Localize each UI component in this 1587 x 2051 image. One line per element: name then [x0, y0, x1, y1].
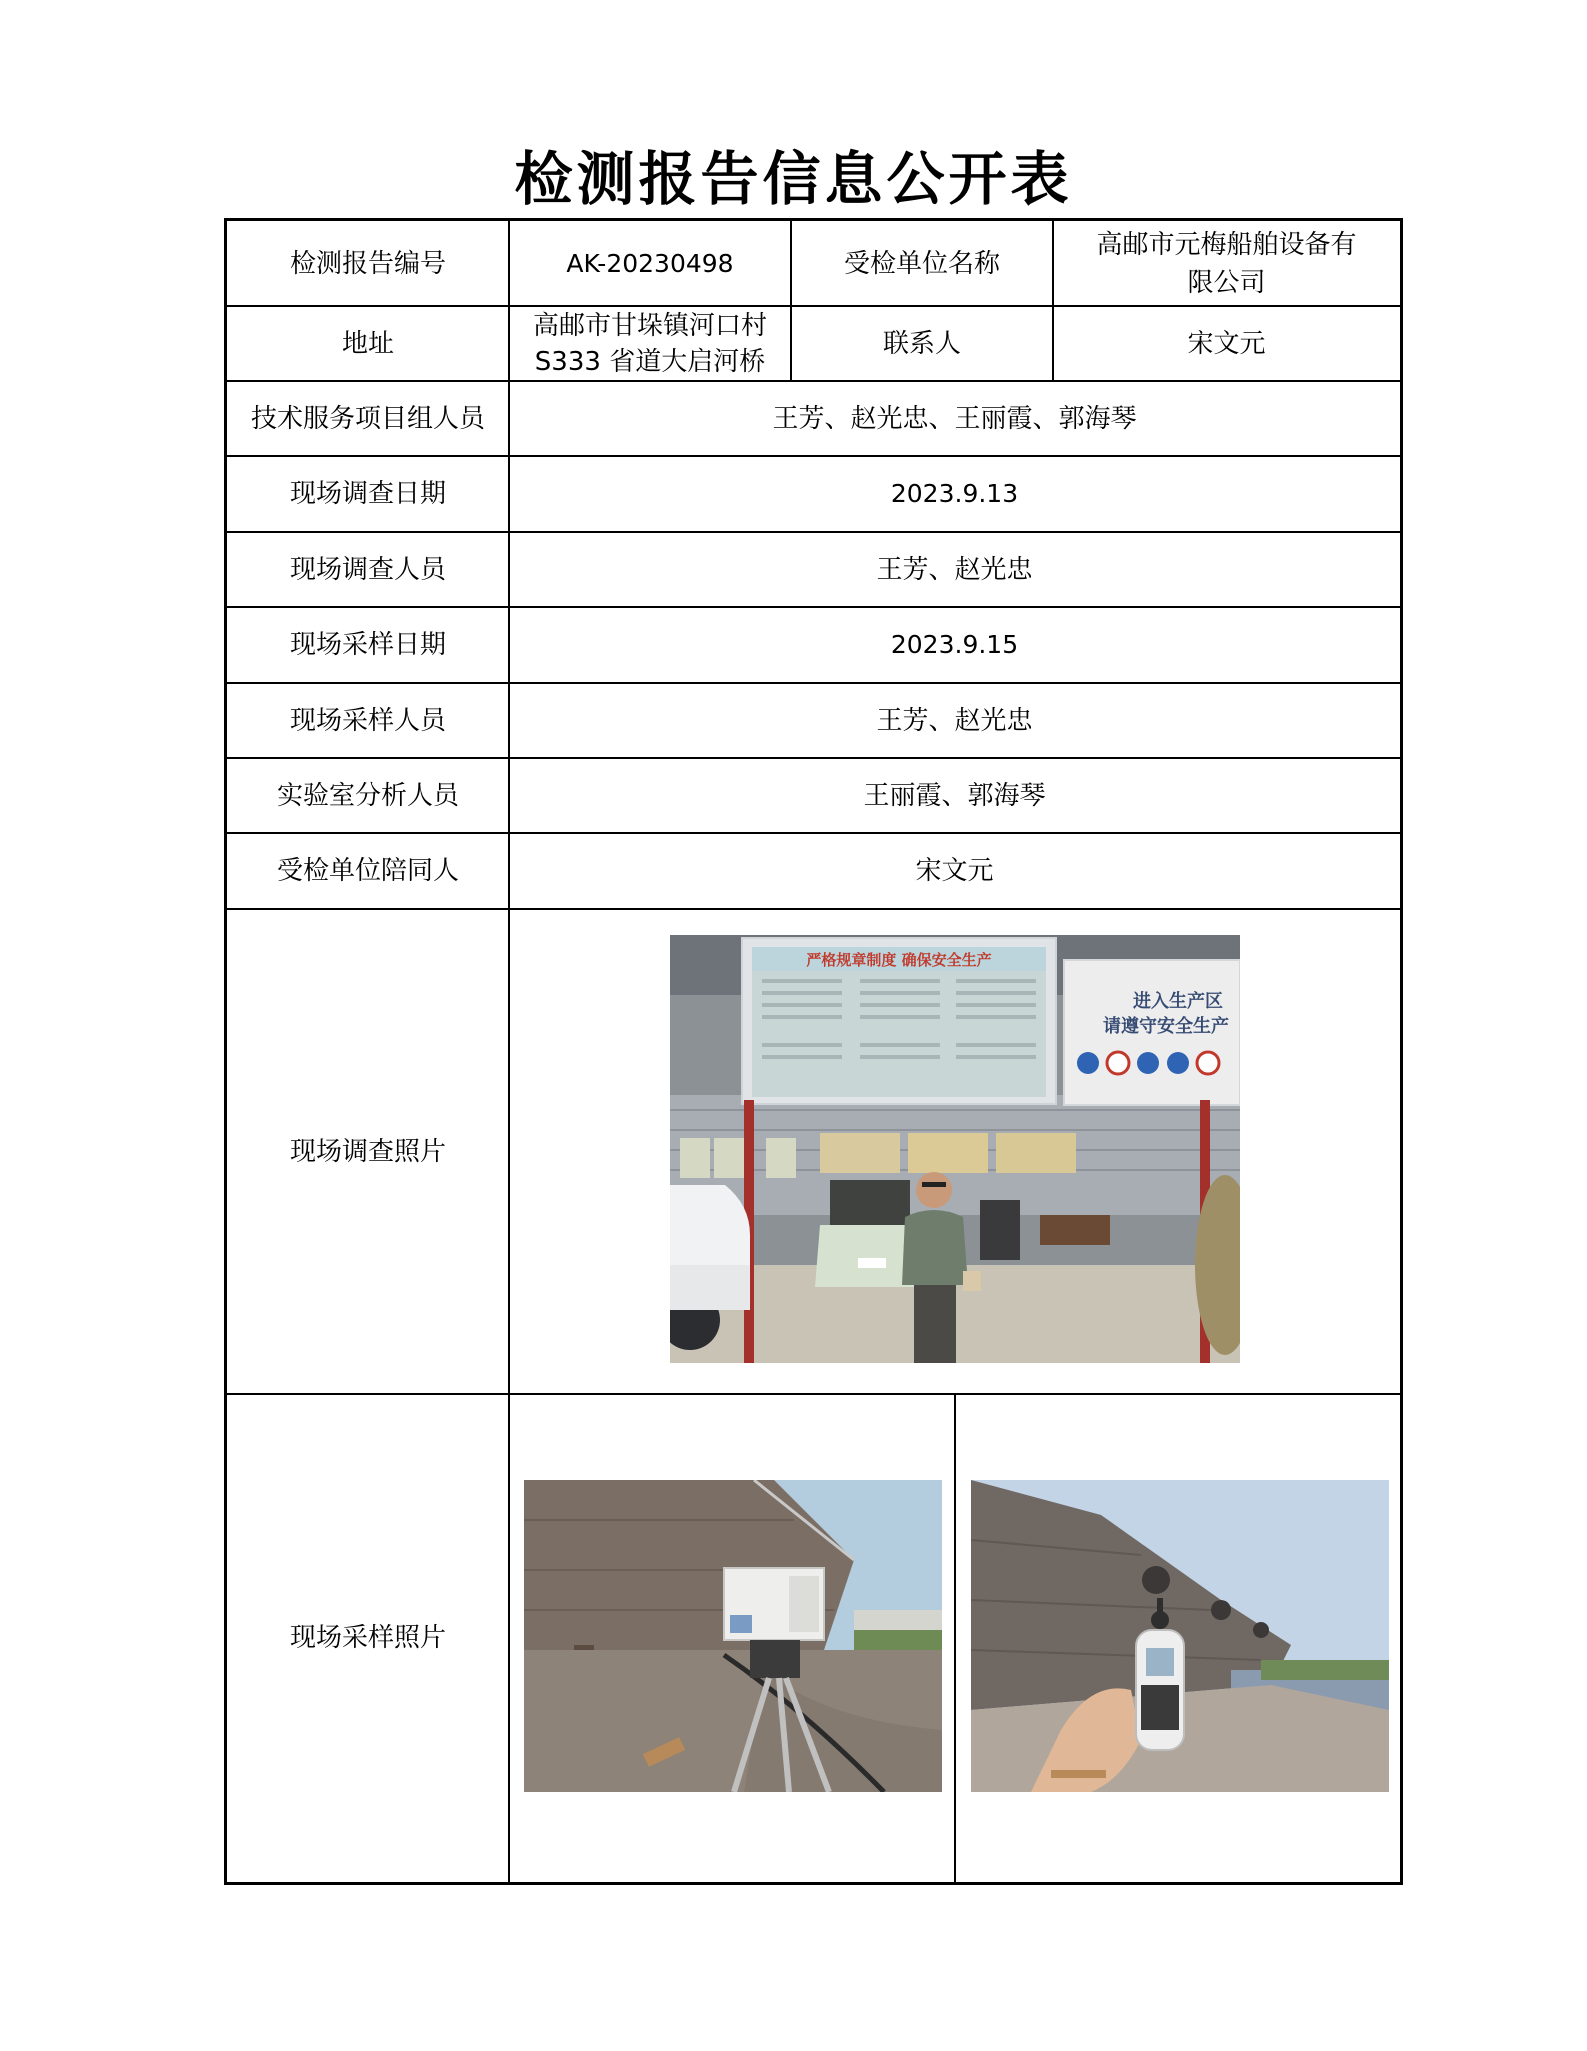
row-value-survey-date: 2023.9.13	[890, 479, 1019, 508]
board-right-line1: 进入生产区	[1133, 991, 1223, 1012]
sampling-photo-label: 现场采样照片	[289, 1623, 446, 1653]
unit-name-value: 高邮市元梅船舶设备有限公司	[1096, 229, 1357, 298]
board-right-line2: 请遵守安全生产	[1103, 1016, 1229, 1037]
sampling-photo-left	[524, 1480, 942, 1792]
row-label-team: 技术服务项目组人员	[250, 403, 485, 434]
row-label-sampling-date: 现场采样日期	[289, 630, 446, 660]
contact-label: 联系人	[882, 328, 961, 359]
report-no-label: 检测报告编号	[289, 248, 446, 279]
address-label: 地址	[341, 328, 394, 359]
sampling-photo-right	[971, 1480, 1389, 1792]
survey-photo	[670, 935, 1240, 1363]
unit-name-label: 受检单位名称	[843, 248, 1000, 279]
survey-photo-label: 现场调查照片	[289, 1136, 446, 1167]
address-value: 高邮市甘垛镇河口村S333 省道大启河桥	[532, 310, 767, 377]
board-left-title: 严格规章制度 确保安全生产	[806, 951, 992, 969]
row-value-sampling-staff: 王芳、赵光忠	[876, 705, 1033, 736]
row-value-survey-staff: 王芳、赵光忠	[876, 554, 1033, 585]
row-label-escort: 受检单位陪同人	[276, 856, 459, 886]
page-title: 检测报告信息公开表	[514, 145, 1073, 213]
row-label-survey-date: 现场调查日期	[289, 479, 446, 509]
row-value-escort: 宋文元	[915, 856, 994, 886]
row-value-team: 王芳、赵光忠、王丽霞、郭海琴	[772, 403, 1137, 434]
row-label-lab-staff: 实验室分析人员	[276, 780, 459, 811]
info-table	[224, 218, 1403, 1885]
contact-value: 宋文元	[1187, 328, 1266, 359]
row-label-sampling-staff: 现场采样人员	[289, 705, 446, 736]
row-value-lab-staff: 王丽霞、郭海琴	[863, 780, 1046, 811]
row-label-survey-staff: 现场调查人员	[289, 554, 446, 585]
row-value-sampling-date: 2023.9.15	[890, 630, 1019, 659]
report-no-value: AK-20230498	[566, 248, 734, 278]
